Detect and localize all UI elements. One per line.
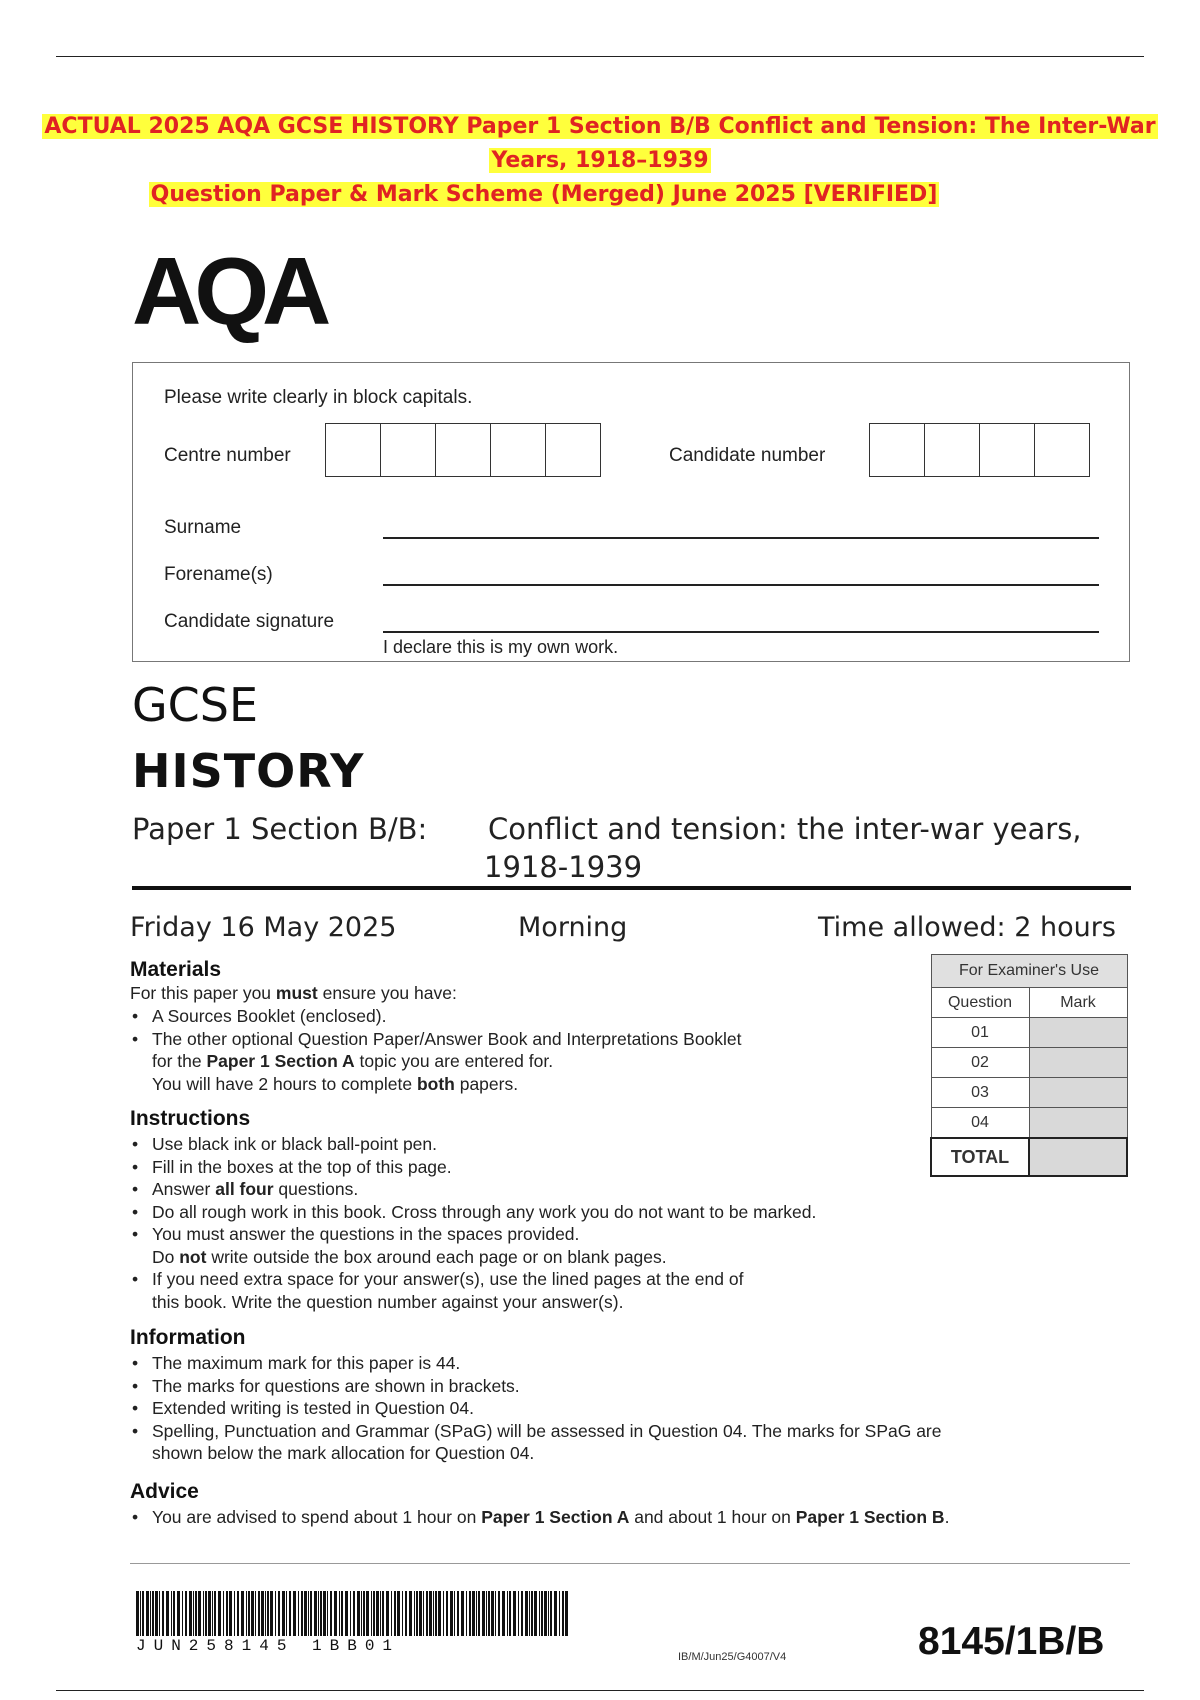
barcode-bar: [550, 1591, 552, 1636]
barcode-bar: [330, 1591, 332, 1636]
qualification: GCSE: [132, 678, 259, 732]
barcode-bar: [405, 1591, 407, 1636]
list-item: • Spelling, Punctuation and Grammar (SPaG) will be assessed in Question 04. The marks for SPaG are shown below the mark allocation for Question 04.: [130, 1420, 942, 1465]
barcode-bar: [195, 1591, 197, 1636]
barcode-bar: [457, 1591, 459, 1636]
barcode-bar: [320, 1591, 322, 1636]
surname-field[interactable]: [383, 537, 1099, 539]
candidate-number-label: Candidate number: [669, 445, 826, 466]
barcode-bar: [140, 1591, 141, 1636]
barcode-bar: [246, 1591, 247, 1636]
advice-list: [130, 1506, 949, 1529]
barcode-bar: [251, 1591, 254, 1636]
candidate-number-boxes[interactable]: [869, 423, 1090, 477]
barcode-bar: [562, 1591, 564, 1636]
list-item: • A Sources Booklet (enclosed).: [130, 1005, 742, 1028]
materials-intro: For this paper you must ensure you have:: [130, 983, 457, 1003]
barcode-bar: [394, 1591, 396, 1636]
barcode-bar: [293, 1591, 296, 1636]
barcode-bar: [265, 1591, 266, 1636]
barcode-bar: [275, 1591, 276, 1636]
question-number: 03: [931, 1078, 1029, 1108]
list-item: • Fill in the boxes at the top of this page.: [130, 1156, 816, 1179]
table-row: [931, 1018, 1127, 1048]
materials-list: [130, 1005, 742, 1095]
centre-number-box[interactable]: [491, 424, 546, 476]
exam-date: Friday 16 May 2025: [130, 912, 397, 943]
forenames-field[interactable]: [383, 584, 1099, 586]
column-mark: Mark: [1029, 988, 1127, 1018]
list-item: • Do all rough work in this book. Cross through any work you do not want to be marked.: [130, 1201, 816, 1224]
barcode-bar: [308, 1591, 309, 1636]
barcode-bar: [258, 1591, 260, 1636]
barcode-bar: [529, 1591, 530, 1636]
barcode-bar: [339, 1591, 340, 1636]
barcode-bar: [298, 1591, 299, 1636]
barcode-bar: [223, 1591, 224, 1636]
barcode-bar: [353, 1591, 355, 1636]
barcode-bar: [341, 1591, 343, 1636]
column-question: Question: [931, 988, 1029, 1018]
centre-number-box[interactable]: [381, 424, 436, 476]
list-item: • You are advised to spend about 1 hour on Paper 1 Section A and about 1 hour on Paper 1 Section B.: [130, 1506, 949, 1529]
barcode-bar: [282, 1591, 285, 1636]
signature-label: Candidate signature: [164, 611, 335, 632]
information-list: [130, 1352, 942, 1465]
barcode-bar: [327, 1591, 328, 1636]
barcode-bar: [509, 1591, 511, 1636]
bottom-rule: [56, 1690, 1144, 1691]
paper-reference: IB/M/Jun25/G4007/V4: [678, 1651, 787, 1663]
mark-cell: [1029, 1048, 1127, 1078]
barcode-bar: [234, 1591, 235, 1636]
barcode-bar: [502, 1591, 505, 1636]
barcode-bar: [270, 1591, 273, 1636]
barcode-bar: [498, 1591, 500, 1636]
barcode-bar: [429, 1591, 432, 1636]
banner-line-2: Years, 1918–1939: [491, 148, 709, 173]
barcode-bar: [255, 1591, 256, 1636]
barcode-bar: [397, 1591, 400, 1636]
paper-name: Paper 1 Section B/B:: [132, 812, 428, 846]
aqa-logo: AQA: [132, 238, 325, 345]
barcode-bar: [218, 1591, 221, 1636]
barcode-bar: [166, 1591, 169, 1636]
examiner-table-title: For Examiner's Use: [931, 955, 1127, 988]
barcode-bar: [373, 1591, 375, 1636]
mark-cell: [1029, 1078, 1127, 1108]
barcode-bar: [486, 1591, 487, 1636]
barcode-bar: [488, 1591, 490, 1636]
barcode-bar: [361, 1591, 362, 1636]
barcode-bar: [261, 1591, 264, 1636]
barcode-bar: [386, 1591, 389, 1636]
information-heading: Information: [130, 1326, 246, 1349]
table-row: [931, 1048, 1127, 1078]
barcode-bar: [433, 1591, 434, 1636]
mark-cell: [1029, 1018, 1127, 1048]
barcode-bar: [226, 1591, 228, 1636]
barcode-bar: [212, 1591, 213, 1636]
candidate-number-box[interactable]: [1035, 424, 1089, 476]
barcode-bar: [241, 1591, 244, 1636]
barcode-bar: [345, 1591, 348, 1636]
barcode-bar: [491, 1591, 494, 1636]
barcode-bar: [301, 1591, 303, 1636]
barcode-bar: [152, 1591, 154, 1636]
barcode-bar: [208, 1591, 211, 1636]
barcode-bar: [323, 1591, 326, 1636]
table-row: [931, 1078, 1127, 1108]
candidate-form: [132, 362, 1130, 662]
barcode-bar: [548, 1591, 549, 1636]
barcode-bar: [409, 1591, 412, 1636]
list-item: • The marks for questions are shown in brackets.: [130, 1375, 942, 1398]
barcode-bar: [531, 1591, 533, 1636]
banner-line-3: Question Paper & Mark Scheme (Merged) June 2025 [VERIFIED]: [150, 182, 938, 207]
barcode-bar: [426, 1591, 428, 1636]
barcode-bar: [380, 1591, 381, 1636]
banner-line-1: ACTUAL 2025 AQA GCSE HISTORY Paper 1 Section B/B Conflict and Tension: The Inter-War: [44, 114, 1156, 139]
barcode-bar: [559, 1591, 560, 1636]
barcode-bar: [193, 1591, 194, 1636]
barcode-bar: [419, 1591, 422, 1636]
barcode-bar: [159, 1591, 160, 1636]
barcode-bar: [289, 1591, 291, 1636]
barcode-bar: [466, 1591, 467, 1636]
barcode-bar: [155, 1591, 158, 1636]
barcode-bar: [214, 1591, 216, 1636]
barcode-bar: [198, 1591, 201, 1636]
barcode-bar: [476, 1591, 477, 1636]
barcode-bar: [350, 1591, 351, 1636]
barcode-bar: [278, 1591, 280, 1636]
barcode-bar: [189, 1591, 192, 1636]
barcode-bar: [513, 1591, 516, 1636]
barcode-bar: [376, 1591, 379, 1636]
candidate-number-box[interactable]: [980, 424, 1035, 476]
barcode-bar: [423, 1591, 424, 1636]
forenames-label: Forename(s): [164, 564, 273, 585]
total-row: [931, 1138, 1127, 1176]
barcode-bar: [521, 1591, 523, 1636]
barcode-bar: [171, 1591, 172, 1636]
barcode-bar: [525, 1591, 528, 1636]
mark-cell: [1029, 1108, 1127, 1139]
table-row: [931, 1108, 1127, 1139]
list-item: • You must answer the questions in the spaces provided. Do not write outside the box around each page or on blank pages.: [130, 1223, 816, 1268]
examiner-use-table: [930, 954, 1128, 1177]
materials-heading: Materials: [130, 958, 222, 981]
barcode-bar: [357, 1591, 360, 1636]
time-allowed: Time allowed: 2 hours: [818, 912, 1116, 943]
barcode-bar: [142, 1591, 144, 1636]
barcode-bar: [173, 1591, 175, 1636]
topic-line-2: 1918-1939: [484, 850, 643, 884]
footer-rule: [130, 1563, 1130, 1564]
barcode-bar: [414, 1591, 415, 1636]
barcode-bar: [565, 1591, 568, 1636]
barcode-bar: [304, 1591, 307, 1636]
barcode-bar: [450, 1591, 453, 1636]
barcode-bar: [248, 1591, 250, 1636]
paper-code: 8145/1B/B: [918, 1620, 1105, 1663]
centre-number-box[interactable]: [326, 424, 381, 476]
question-number: 04: [931, 1108, 1029, 1139]
barcode-bar: [539, 1591, 540, 1636]
barcode-bar: [495, 1591, 496, 1636]
barcode-bar: [310, 1591, 312, 1636]
barcode-bar: [554, 1591, 557, 1636]
candidate-number-box[interactable]: [870, 424, 925, 476]
advice-heading: Advice: [130, 1480, 199, 1503]
barcode-bar: [446, 1591, 448, 1636]
barcode-bar: [334, 1591, 337, 1636]
list-item: • If you need extra space for your answer(s), use the lined pages at the end of this book. Write the question number against your answer(s).: [130, 1268, 816, 1313]
centre-number-label: Centre number: [164, 445, 291, 466]
top-rule: [56, 56, 1144, 57]
subject: HISTORY: [132, 744, 365, 798]
title-divider: [132, 886, 1131, 890]
barcode-bar: [366, 1591, 369, 1636]
total-mark-cell: [1029, 1138, 1127, 1176]
barcode-bar: [318, 1591, 319, 1636]
centre-number-box[interactable]: [546, 424, 600, 476]
barcode-bar: [136, 1591, 139, 1636]
barcode-bar: [472, 1591, 475, 1636]
list-item: • Extended writing is tested in Question 04.: [130, 1397, 942, 1420]
centre-number-boxes[interactable]: [325, 423, 601, 477]
exam-session: Morning: [518, 912, 628, 943]
barcode-bar: [402, 1591, 403, 1636]
barcode-bar: [482, 1591, 485, 1636]
barcode-bar: [478, 1591, 480, 1636]
question-number: 01: [931, 1018, 1029, 1048]
barcode-bar: [461, 1591, 464, 1636]
barcode-bar: [438, 1591, 441, 1636]
candidate-number-box[interactable]: [925, 424, 980, 476]
barcode-bar: [371, 1591, 372, 1636]
list-item: • The maximum mark for this paper is 44.: [130, 1352, 942, 1375]
barcode-bar: [162, 1591, 164, 1636]
instructions-heading: Instructions: [130, 1107, 251, 1130]
barcode-bar: [150, 1591, 151, 1636]
barcode-bar: [146, 1591, 149, 1636]
surname-label: Surname: [164, 517, 242, 538]
barcode-text: JUN258145 1BB01: [136, 1637, 401, 1655]
barcode-bar: [507, 1591, 508, 1636]
signature-field[interactable]: [383, 631, 1099, 633]
barcode-bar: [203, 1591, 204, 1636]
barcode-bar: [314, 1591, 317, 1636]
barcode-bar: [205, 1591, 207, 1636]
centre-number-box[interactable]: [436, 424, 491, 476]
barcode-bar: [286, 1591, 287, 1636]
barcode-bar: [267, 1591, 269, 1636]
barcode-bar: [182, 1591, 183, 1636]
list-item: • Use black ink or black ball-point pen.: [130, 1133, 816, 1156]
barcode-bar: [229, 1591, 232, 1636]
barcode-bar: [177, 1591, 180, 1636]
barcode-bar: [391, 1591, 392, 1636]
barcode-bar: [237, 1591, 239, 1636]
declaration: I declare this is my own work.: [383, 637, 619, 657]
list-item: • The other optional Question Paper/Answer Book and Interpretations Booklet for the Paper 1 Section A topic you are entered for. You will have 2 hours to complete both papers.: [130, 1028, 742, 1096]
form-instruction: Please write clearly in block capitals.: [164, 387, 473, 408]
barcode-bar: [454, 1591, 455, 1636]
barcode-bar: [534, 1591, 537, 1636]
barcode-bar: [435, 1591, 437, 1636]
barcode-bar: [541, 1591, 543, 1636]
barcode-bar: [382, 1591, 384, 1636]
barcode-bar: [518, 1591, 519, 1636]
barcode-bar: [443, 1591, 444, 1636]
barcode-bar: [544, 1591, 547, 1636]
list-item: • Answer all four questions.: [130, 1178, 816, 1201]
barcode-bar: [469, 1591, 471, 1636]
barcode-bar: [416, 1591, 418, 1636]
total-label: TOTAL: [931, 1138, 1029, 1176]
topic-line-1: Conflict and tension: the inter-war years,: [488, 812, 1082, 846]
instructions-list: [130, 1133, 816, 1313]
barcode-bar: [363, 1591, 365, 1636]
barcode: [136, 1591, 568, 1636]
question-number: 02: [931, 1048, 1029, 1078]
barcode-bar: [185, 1591, 187, 1636]
